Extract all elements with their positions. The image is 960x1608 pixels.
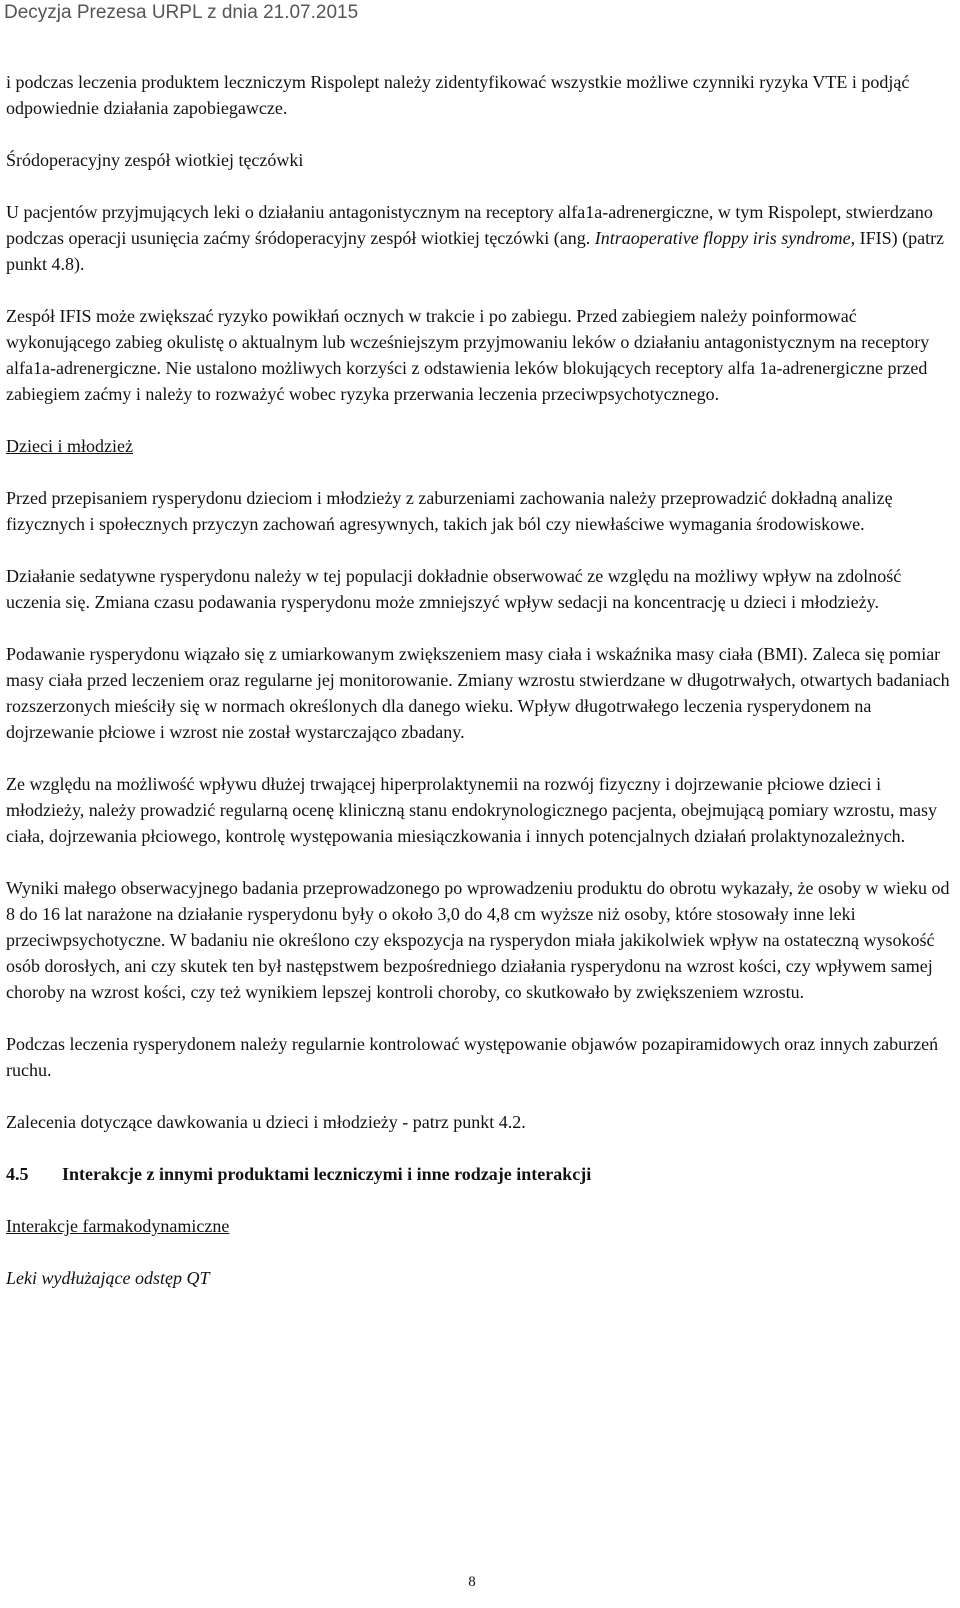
ifis-heading: Śródoperacyjny zespół wiotkiej tęczówki [6,150,304,170]
section-title: Interakcje z innymi produktami leczniczymi i inne rodzaje interakcji [62,1164,592,1184]
subsection-qt: Leki wydłużające odstęp QT [6,1268,210,1288]
page-number: 8 [468,1574,476,1590]
section-number: 4.5 [6,1164,29,1184]
paragraph-hyperprolactinemia: Ze względu na możliwość wpływu dłużej trwającej hiperprolaktynemii na rozwój fizyczny i dojrzewanie płciowe dzieci i młodzieży, należy prowadzić regularną ocenę kliniczną stanu endokrynologicznego pacjenta, obejmującą pomiary wzrostu, masy ciała, dojrzewania płciowego, kontrolę występowania miesiączkowania i innych potencjalnych działań prolaktynozależnych. [6,774,937,846]
paragraph-vte: i podczas leczenia produktem leczniczym Rispolept należy zidentyfikować wszystkie możliwe czynniki ryzyka VTE i podjąć odpowiednie działania zapobiegawcze. [6,72,910,118]
text-run: , IFIS) (patrz punkt 4.8). [6,228,945,274]
paragraph-weight: Podawanie rysperydonu wiązało się z umiarkowanym zwiększeniem masy ciała i wskaźnika masy ciała (BMI). Zaleca się pomiar masy ciała przed leczeniem oraz regularne jej monitorowanie. Zmiany wzrostu stwierdzane w długotrwałych, otwartych badaniach rozszerzonych mieściły się w normach określonych dla danego wieku. Wpływ długotrwałego leczenia rysperydonem na dojrzewanie płciowe i wzrost nie został wystarczająco zbadany. [6,644,950,742]
paragraph-prescribing: Przed przepisaniem rysperydonu dzieciom i młodzieży z zaburzeniami zachowania należy przeprowadzić dokładną analizę fizycznych i społecznych przyczyn zachowań agresywnych, takich jak ból czy niewłaściwe wymagania środowiskowe. [6,488,893,534]
paragraph-growth-study: Wyniki małego obserwacyjnego badania przeprowadzonego po wprowadzeniu produktu do obrotu wykazały, że osoby w wieku od 8 do 16 lat narażone na działanie rysperydonu były o około 3,0 do 4,8 cm wyższe niż osoby, które stosowały inne leki przeciwpsychotyczne. W badaniu nie określono czy ekspozycja na rysperydon miała jakikolwiek wpływ na ostateczną wysokość osób dorosłych, ani czy skutek ten był następstwem bezpośredniego działania rysperydonu na wzrost kości, czy wpływem samej choroby na wzrost kości, czy też wynikiem lepszej kontroli choroby, co skutkowało by zwiększeniem wzrostu. [6,878,950,1002]
document-header: Decyzja Prezesa URPL z dnia 21.07.2015 [4,2,359,23]
paragraph-ifis-risk: Zespół IFIS może zwiększać ryzyko powikłań ocznych w trakcie i po zabiegu. Przed zabiegiem należy poinformować wykonującego zabieg okulistę o aktualnym lub wcześniejszym przyjmowaniu leków o działaniu antagonistycznym na receptory alfa1a-adrenergiczne. Nie ustalono możliwych korzyści z odstawienia leków blokujących receptory alfa 1a-adrenergiczne przed zabiegiem zaćmy i należy to rozważyć wobec ryzyka przerwania leczenia przeciwpsychotycznego. [6,306,930,404]
paragraph-extrapyramidal: Podczas leczenia rysperydonem należy regularnie kontrolować występowanie objawów pozapiramidowych oraz innych zaburzeń ruchu. [6,1034,939,1080]
subsection-pharmacodynamic: Interakcje farmakodynamiczne [6,1216,230,1236]
italic-term: Intraoperative floppy iris syndrome [594,228,851,248]
paragraph-ifis-intro [6,199,950,277]
children-heading: Dzieci i młodzież [6,436,133,456]
document-body [6,69,950,1317]
paragraph-dosage-ref: Zalecenia dotyczące dawkowania u dzieci i młodzieży - patrz punkt 4.2. [6,1112,526,1132]
text-run: U pacjentów przyjmujących leki o działaniu antagonistycznym na receptory alfa1a-adrenergiczne, w tym Rispolept, stwierdzano podczas operacji usunięcia zaćmy śródoperacyjny zespół wiotkiej tęczówki (ang. [6,202,933,248]
paragraph-sedation: Działanie sedatywne rysperydonu należy w tej populacji dokładnie obserwować ze względu na możliwy wpływ na zdolność uczenia się. Zmiana czasu podawania rysperydonu może zmniejszyć wpływ sedacji na koncentrację u dzieci i młodzieży. [6,566,902,612]
section-heading [6,1161,950,1187]
